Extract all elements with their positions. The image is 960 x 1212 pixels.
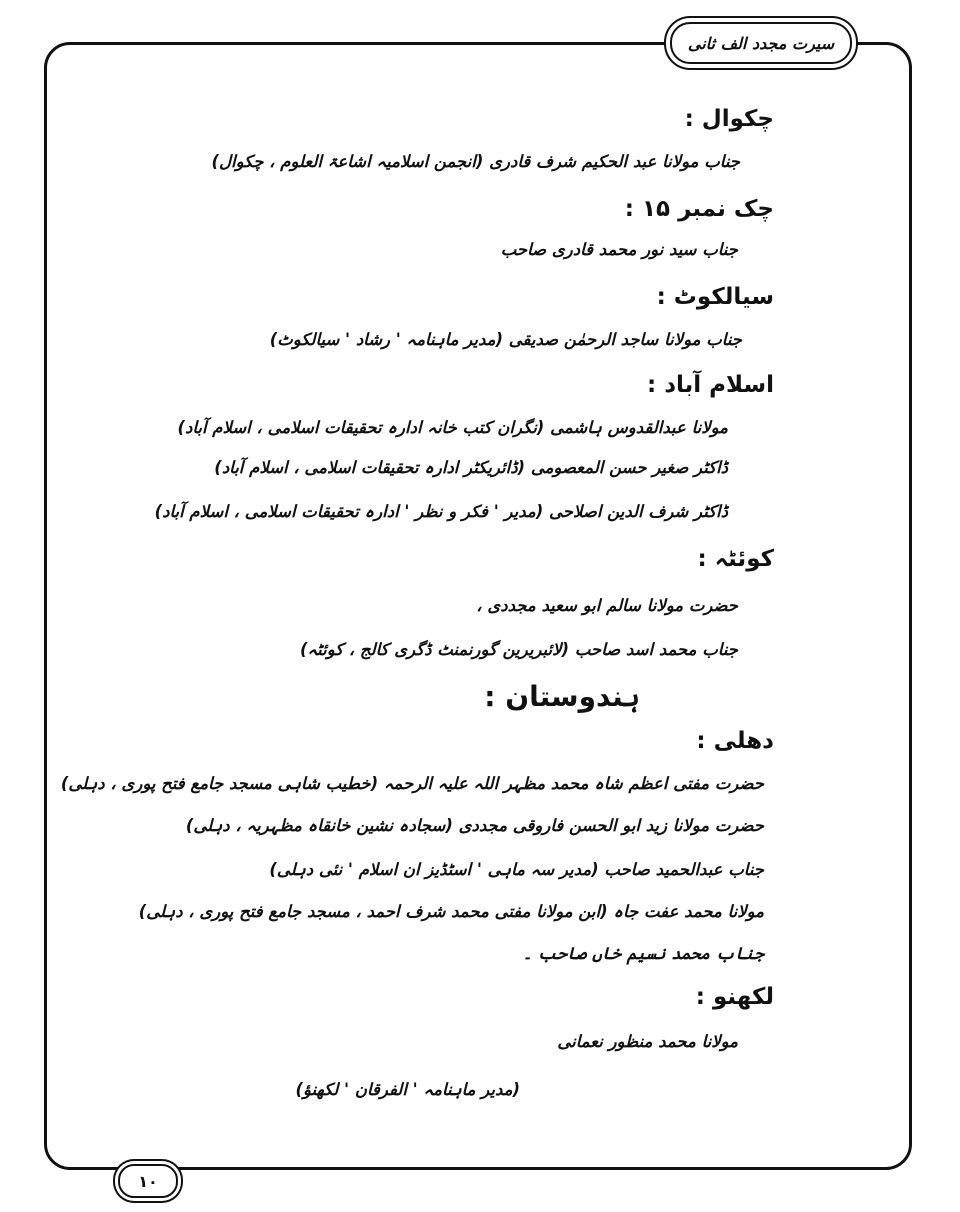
heading-quetta: کوئٹہ : — [697, 546, 774, 572]
heading-delhi: دھلی : — [696, 728, 774, 754]
entry-text: مولانا عبدالقدوس ہاشمی (نگران کتب خانہ ادارہ تحقیقات اسلامی ، اسلام آباد) — [177, 418, 728, 437]
page-number: ١٠ — [138, 1171, 158, 1191]
entry-text: ڈاکٹر شرف الدین اصلاحی (مدیر ' فکر و نظر ' ادارہ تحقیقات اسلامی ، اسلام آباد) — [154, 502, 728, 521]
entry-text: (مدیر ماہنامہ ' الفرقان ' لکھنؤ) — [295, 1080, 520, 1099]
entry-text: حضرت مولانا سالم ابو سعید مجددی ، — [476, 596, 738, 615]
heading-islamabad: اسلام آباد : — [647, 372, 774, 398]
entry-text: حضرت مفتی اعظم شاہ محمد مظہر اللہ علیہ الرحمہ (خطیب شاہی مسجد جامع فتح پوری ، دہلی) — [60, 774, 764, 793]
entry-text: مولانا محمد منظور نعمانی — [557, 1032, 738, 1051]
entry-text: جناب محمد اسد صاحب (لائبریرین گورنمنٹ ڈگری کالج ، کوئٹہ) — [299, 640, 738, 659]
heading-chakwal: چکوال : — [684, 106, 774, 132]
entry-text: جناب محمد نسیم خاں صاحب ۔ — [522, 944, 764, 963]
entry-text: جناب مولانا عبد الحکیم شرف قادری (انجمن اسلامیہ اشاعۃ العلوم ، چکوال) — [211, 152, 740, 171]
heading-chak-15: چک نمبر ۱۵ : — [624, 196, 774, 222]
heading-hindustan: ہندوستان : — [484, 680, 640, 713]
entry-text: حضرت مولانا زید ابو الحسن فاروقی مجددی (سجادہ نشین خانقاہ مظہریہ ، دہلی) — [185, 816, 764, 835]
heading-lucknow: لکھنو : — [695, 984, 774, 1010]
entry-text: جناب سید نور محمد قادری صاحب — [500, 240, 738, 259]
entry-text: ڈاکٹر صغیر حسن المعصومی (ڈائریکٹر ادارہ تحقیقات اسلامی ، اسلام آباد) — [214, 458, 728, 477]
entry-text: جناب مولانا ساجد الرحمٰن صدیقی (مدیر ماہنامہ ' رشاد ' سیالکوٹ) — [269, 330, 742, 349]
running-header-title: سیرت مجدد الف ثانی — [687, 33, 835, 53]
heading-sialkot: سیالکوٹ : — [656, 284, 774, 310]
entry-text: مولانا محمد عفت جاہ (ابن مولانا مفتی محمد شرف احمد ، مسجد جامع فتح پوری ، دہلی) — [138, 902, 764, 921]
entry-text: جناب عبدالحمید صاحب (مدیر سہ ماہی ' اسٹڈیز ان اسلام ' نئی دہلی) — [269, 860, 764, 879]
